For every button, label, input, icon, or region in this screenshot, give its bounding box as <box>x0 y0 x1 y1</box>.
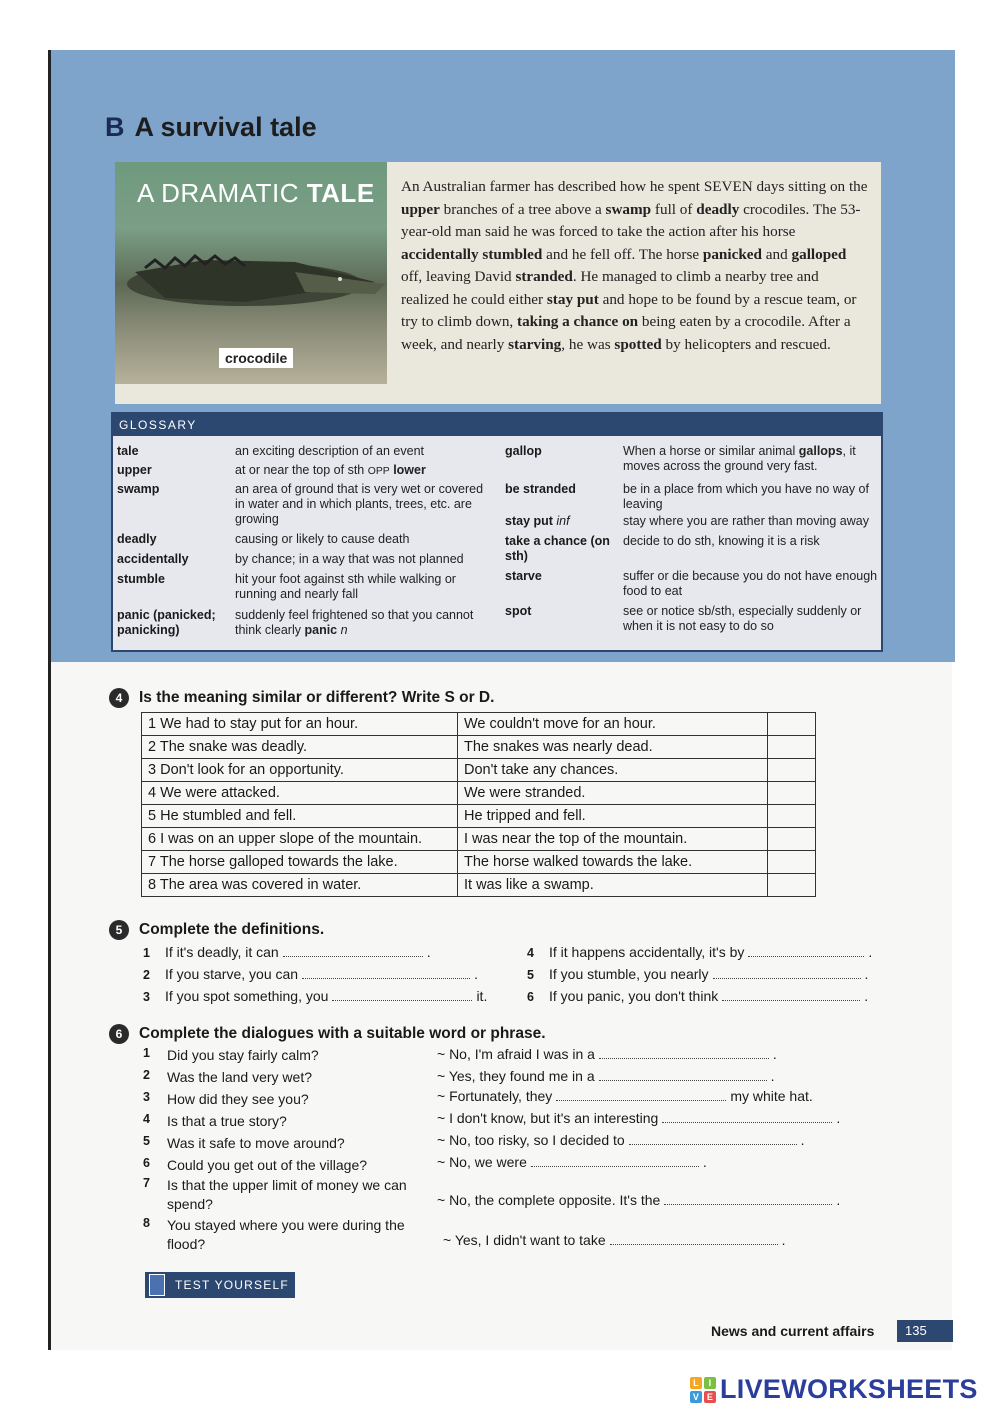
glossary-term: upper <box>117 463 152 477</box>
sentence-a: 8 The area was covered in water. <box>142 874 458 897</box>
item-number: 3 <box>143 990 150 1004</box>
item-number: 6 <box>527 990 534 1004</box>
glossary-definition: by chance; in a way that was not planned <box>235 552 464 566</box>
glossary-entry <box>117 532 485 547</box>
worksheet-page <box>48 50 952 1350</box>
glossary-definition: hit your foot against sth while walking or running and nearly fall <box>235 572 456 601</box>
item-number: 5 <box>527 968 534 982</box>
story-heading-regular: A DRAMATIC <box>137 178 307 208</box>
sentence-a: 3 Don't look for an opportunity. <box>142 759 458 782</box>
dialogue-question <box>143 1216 407 1254</box>
glossary-term: be stranded <box>505 482 576 496</box>
story-heading <box>137 178 375 209</box>
sentence-b: I was near the top of the mountain. <box>458 828 768 851</box>
dialogue-answer <box>437 1192 840 1208</box>
answer-suffix: . <box>772 1046 777 1062</box>
answer-blank[interactable] <box>722 989 860 1001</box>
definition-item <box>527 988 868 1004</box>
dialogue-answer <box>443 1232 786 1248</box>
glossary-title: GLOSSARY <box>113 414 881 436</box>
prompt-text: If it happens accidentally, it's by <box>549 944 745 960</box>
definition-item <box>143 966 478 982</box>
liveworksheets-logo <box>690 1374 978 1405</box>
glossary-definition: see or notice sb/sth, especially suddenly or when it is not easy to do so <box>623 604 862 633</box>
exercise-5-instruction: Complete the definitions. <box>139 921 325 938</box>
answer-box[interactable] <box>768 805 816 828</box>
prompt-ending: . <box>864 966 869 982</box>
glossary-term: starve <box>505 569 542 583</box>
prompt-ending: . <box>426 944 431 960</box>
answer-suffix: . <box>800 1132 805 1148</box>
prompt-text: If it's deadly, it can <box>165 944 279 960</box>
sentence-b: He tripped and fell. <box>458 805 768 828</box>
match-row <box>142 759 816 782</box>
answer-blank[interactable] <box>748 945 864 957</box>
glossary-entry <box>117 482 485 527</box>
question-text: Is that a true story? <box>167 1113 287 1129</box>
definition-item <box>143 944 431 960</box>
answer-suffix: . <box>836 1192 841 1208</box>
prompt-ending: . <box>868 944 873 960</box>
item-number: 3 <box>143 1090 150 1104</box>
match-row <box>142 782 816 805</box>
sentence-a: 2 The snake was deadly. <box>142 736 458 759</box>
answer-prefix: ~ No, I'm afraid I was in a <box>437 1046 595 1062</box>
logo-tile: L <box>690 1377 702 1389</box>
answer-blank[interactable] <box>599 1069 767 1081</box>
answer-blank[interactable] <box>531 1155 699 1167</box>
dialogue-answer <box>437 1132 805 1148</box>
exercise-number-badge: 6 <box>109 1024 129 1044</box>
test-yourself-label: TEST YOURSELF <box>175 1278 289 1292</box>
glossary-entry <box>505 534 881 564</box>
definition-item <box>527 966 868 982</box>
glossary-term: deadly <box>117 532 157 546</box>
item-number: 7 <box>143 1176 150 1190</box>
item-number: 4 <box>143 1112 150 1126</box>
match-row <box>142 874 816 897</box>
item-number: 1 <box>143 1046 150 1060</box>
exercise-4-heading <box>109 688 494 708</box>
answer-suffix: . <box>702 1154 707 1170</box>
item-number: 5 <box>143 1134 150 1148</box>
dialogue-question <box>143 1156 407 1175</box>
glossary-entry <box>505 482 881 512</box>
glossary-definition: When a horse or similar animal gallops, it moves across the ground very fast. <box>623 444 856 473</box>
prompt-ending: . <box>474 966 478 982</box>
answer-prefix: ~ Fortunately, they <box>437 1088 553 1104</box>
dialogue-answer <box>437 1046 777 1062</box>
sentence-b: It was like a swamp. <box>458 874 768 897</box>
answer-prefix: ~ Yes, they found me in a <box>437 1068 595 1084</box>
answer-box[interactable] <box>768 713 816 736</box>
sentence-b: Don't take any chances. <box>458 759 768 782</box>
answer-suffix: . <box>781 1232 786 1248</box>
glossary-definition: stay where you are rather than moving away <box>623 514 869 528</box>
answer-blank[interactable] <box>556 1089 726 1101</box>
glossary-definition: decide to do sth, knowing it is a risk <box>623 534 820 548</box>
glossary-definition: an exciting description of an event <box>235 444 425 458</box>
definition-item <box>527 944 872 960</box>
dialogue-question <box>143 1090 407 1109</box>
answer-box[interactable] <box>768 782 816 805</box>
glossary-entry <box>505 514 881 529</box>
question-text: Was the land very wet? <box>167 1069 312 1085</box>
photo-caption: crocodile <box>219 348 293 368</box>
test-yourself-button[interactable] <box>145 1272 295 1298</box>
item-number: 8 <box>143 1216 150 1230</box>
prompt-ending: . <box>864 988 869 1004</box>
answer-prefix: ~ I don't know, but it's an interesting <box>437 1110 659 1126</box>
notebook-icon <box>149 1274 165 1296</box>
glossary-term: take a chance (on sth) <box>505 534 610 563</box>
glossary-entry <box>117 572 485 602</box>
answer-blank[interactable] <box>713 967 861 979</box>
answer-prefix: ~ No, too risky, so I decided to <box>437 1132 625 1148</box>
exercise-4-table <box>141 712 816 897</box>
crocodile-photo <box>115 162 387 384</box>
answer-box[interactable] <box>768 874 816 897</box>
glossary-entry <box>505 444 881 474</box>
prompt-ending: it. <box>476 988 488 1004</box>
question-text: How did they see you? <box>167 1091 309 1107</box>
sentence-b: The snakes was nearly dead. <box>458 736 768 759</box>
answer-blank[interactable] <box>629 1133 797 1145</box>
exercise-number-badge: 5 <box>109 920 129 940</box>
answer-suffix: . <box>770 1068 775 1084</box>
glossary-entry <box>117 463 485 479</box>
answer-box[interactable] <box>768 736 816 759</box>
item-number: 2 <box>143 968 150 982</box>
exercise-5-heading <box>109 920 324 940</box>
story-heading-bold: TALE <box>306 178 375 208</box>
dialogue-question <box>143 1112 407 1131</box>
footer-topic: News and current affairs <box>711 1323 875 1339</box>
exercise-4-instruction: Is the meaning similar or different? Write S or D. <box>139 689 495 706</box>
question-text: Was it safe to move around? <box>167 1135 345 1151</box>
glossary-term: spot <box>505 604 532 618</box>
item-number: 6 <box>143 1156 150 1170</box>
answer-box[interactable] <box>768 828 816 851</box>
prompt-text: If you stumble, you nearly <box>549 966 709 982</box>
glossary-definition: an area of ground that is very wet or covered in water and in which plants, trees, etc. are growing <box>235 482 484 526</box>
question-text: You stayed where you were during the flood? <box>167 1217 405 1252</box>
sentence-a: 5 He stumbled and fell. <box>142 805 458 828</box>
glossary-term: stay put inf <box>505 514 570 528</box>
match-row <box>142 851 816 874</box>
answer-prefix: ~ No, the complete opposite. It's the <box>437 1192 661 1208</box>
dialogue-answer <box>437 1068 775 1084</box>
item-number: 4 <box>527 946 534 960</box>
question-text: Did you stay fairly calm? <box>167 1047 319 1063</box>
definition-item <box>143 988 487 1004</box>
question-text: Could you get out of the village? <box>167 1157 368 1173</box>
answer-prefix: ~ No, we were <box>437 1154 527 1170</box>
brand-logo-icon <box>690 1377 716 1403</box>
answer-blank[interactable] <box>332 989 472 1001</box>
section-letter: B <box>105 112 125 142</box>
crocodile-illustration <box>125 232 387 322</box>
answer-blank[interactable] <box>302 967 470 979</box>
glossary-entry <box>117 552 485 567</box>
prompt-text: If you panic, you don't think <box>549 988 719 1004</box>
answer-blank[interactable] <box>283 945 423 957</box>
item-number: 1 <box>143 946 150 960</box>
story-text: An Australian farmer has described how he spent SEVEN days sitting on the upper branches of a tree above a swamp full of deadly crocodiles. The 53-year-old man said he was forced to take the action after his horse accidentally stumbled and he fell off. The horse panicked and galloped off, leaving David stranded. He managed to climb a nearby tree and realized he could either stay put and hope to be found by a rescue team, or try to climb down, taking a chance on being eaten by a crocodile. After a week, and nearly starving, he was spotted by helicopters and rescued. <box>401 178 868 353</box>
dialogue-answer <box>437 1088 813 1104</box>
exercise-6-instruction: Complete the dialogues with a suitable word or phrase. <box>139 1025 546 1042</box>
answer-suffix: my white hat. <box>730 1088 813 1104</box>
dialogue-question <box>143 1134 407 1153</box>
glossary-term: panic (panicked; panicking) <box>117 608 216 637</box>
page-number: 135 <box>897 1320 953 1342</box>
item-number: 2 <box>143 1068 150 1082</box>
match-row <box>142 736 816 759</box>
sentence-b: We couldn't move for an hour. <box>458 713 768 736</box>
glossary-term: accidentally <box>117 552 189 566</box>
glossary-definition: at or near the top of sth OPP lower <box>235 463 426 477</box>
exercise-6-heading <box>109 1024 546 1044</box>
match-row <box>142 713 816 736</box>
dialogue-answer <box>437 1110 840 1126</box>
match-row <box>142 805 816 828</box>
glossary-term: gallop <box>505 444 542 458</box>
answer-blank[interactable] <box>662 1111 832 1123</box>
exercise-number-badge: 4 <box>109 688 129 708</box>
glossary-term: swamp <box>117 482 160 496</box>
dialogue-question <box>143 1068 407 1087</box>
prompt-text: If you starve, you can <box>165 966 299 982</box>
answer-suffix: . <box>836 1110 841 1126</box>
glossary-entry <box>117 444 485 459</box>
glossary-entry <box>505 604 881 634</box>
logo-tile: E <box>704 1391 716 1403</box>
answer-blank[interactable] <box>610 1233 778 1245</box>
dialogue-answer <box>437 1154 707 1170</box>
answer-box[interactable] <box>768 759 816 782</box>
section-title-text: A survival tale <box>134 112 317 142</box>
glossary-term: stumble <box>117 572 165 586</box>
sentence-a: 1 We had to stay put for an hour. <box>142 713 458 736</box>
glossary-definition: suddenly feel frightened so that you cannot think clearly panic n <box>235 608 474 637</box>
answer-blank[interactable] <box>664 1193 832 1205</box>
sentence-b: We were stranded. <box>458 782 768 805</box>
logo-tile: V <box>690 1391 702 1403</box>
glossary-term: tale <box>117 444 139 458</box>
glossary-box <box>111 412 883 652</box>
prompt-text: If you spot something, you <box>165 988 329 1004</box>
answer-blank[interactable] <box>599 1047 769 1059</box>
section-title <box>105 112 317 143</box>
glossary-definition: be in a place from which you have no way of leaving <box>623 482 869 511</box>
logo-tile: I <box>704 1377 716 1389</box>
match-row <box>142 828 816 851</box>
answer-box[interactable] <box>768 851 816 874</box>
glossary-entry <box>505 569 881 599</box>
glossary-entry <box>117 608 485 638</box>
brand-name: LIVEWORKSHEETS <box>720 1374 978 1404</box>
sentence-a: 6 I was on an upper slope of the mountain. <box>142 828 458 851</box>
sentence-b: The horse walked towards the lake. <box>458 851 768 874</box>
question-text: Is that the upper limit of money we can spend? <box>167 1177 407 1212</box>
dialogue-question <box>143 1176 407 1214</box>
answer-prefix: ~ Yes, I didn't want to take <box>443 1232 606 1248</box>
glossary-definition: suffer or die because you do not have enough food to eat <box>623 569 878 598</box>
story-box <box>115 162 881 404</box>
glossary-definition: causing or likely to cause death <box>235 532 410 546</box>
sentence-a: 4 We were attacked. <box>142 782 458 805</box>
dialogue-question <box>143 1046 407 1065</box>
sentence-a: 7 The horse galloped towards the lake. <box>142 851 458 874</box>
